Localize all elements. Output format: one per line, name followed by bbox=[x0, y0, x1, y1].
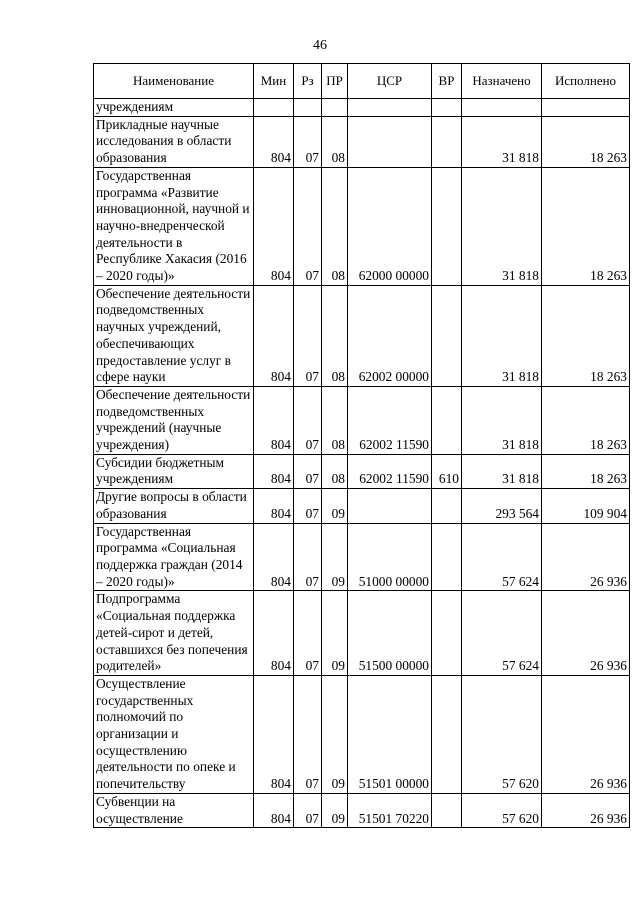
cell-assigned: 31 818 bbox=[462, 386, 542, 454]
table-row bbox=[94, 675, 630, 793]
cell-assigned: 57 620 bbox=[462, 675, 542, 793]
cell-pr: 09 bbox=[322, 591, 348, 676]
column-header-assigned: Назначено bbox=[462, 64, 542, 99]
cell-pr: 09 bbox=[322, 675, 348, 793]
cell-name: Государственная программа «Социальная поддержка граждан (2014 – 2020 годы)» bbox=[94, 523, 254, 591]
cell-executed: 18 263 bbox=[542, 454, 630, 488]
table-row bbox=[94, 167, 630, 285]
cell-pr: 09 bbox=[322, 793, 348, 827]
cell-name: Другие вопросы в области образования bbox=[94, 489, 254, 523]
table-row bbox=[94, 523, 630, 591]
budget-table bbox=[93, 63, 630, 828]
column-header-csr: ЦСР bbox=[348, 64, 432, 99]
cell-min: 804 bbox=[254, 489, 294, 523]
cell-vr bbox=[432, 99, 462, 117]
column-header-rz: Рз bbox=[294, 64, 322, 99]
column-header-name: Наименование bbox=[94, 64, 254, 99]
cell-min: 804 bbox=[254, 285, 294, 386]
cell-assigned: 31 818 bbox=[462, 167, 542, 285]
cell-pr bbox=[322, 99, 348, 117]
cell-name: Подпрограмма «Социальная поддержка детей-сирот и детей, оставшихся без попечения родителей» bbox=[94, 591, 254, 676]
cell-min: 804 bbox=[254, 591, 294, 676]
cell-min: 804 bbox=[254, 793, 294, 827]
cell-rz: 07 bbox=[294, 285, 322, 386]
cell-executed: 18 263 bbox=[542, 386, 630, 454]
cell-pr: 09 bbox=[322, 523, 348, 591]
cell-rz: 07 bbox=[294, 167, 322, 285]
column-header-pr: ПР bbox=[322, 64, 348, 99]
cell-pr: 08 bbox=[322, 454, 348, 488]
cell-vr bbox=[432, 675, 462, 793]
cell-executed: 26 936 bbox=[542, 591, 630, 676]
cell-vr bbox=[432, 116, 462, 167]
cell-min: 804 bbox=[254, 386, 294, 454]
table-row bbox=[94, 386, 630, 454]
cell-name: Обеспечение деятельности подведомственных научных учреждений, обеспечивающих предоставление услуг в сфере науки bbox=[94, 285, 254, 386]
cell-assigned: 31 818 bbox=[462, 116, 542, 167]
cell-assigned: 31 818 bbox=[462, 285, 542, 386]
cell-csr: 51501 70220 bbox=[348, 793, 432, 827]
table-header-row bbox=[94, 64, 630, 99]
cell-csr: 62000 00000 bbox=[348, 167, 432, 285]
table-row bbox=[94, 591, 630, 676]
cell-csr: 51501 00000 bbox=[348, 675, 432, 793]
cell-csr: 51000 00000 bbox=[348, 523, 432, 591]
table-row bbox=[94, 285, 630, 386]
cell-rz: 07 bbox=[294, 116, 322, 167]
cell-name: Прикладные научные исследования в области образования bbox=[94, 116, 254, 167]
cell-assigned: 57 624 bbox=[462, 523, 542, 591]
cell-vr bbox=[432, 523, 462, 591]
cell-pr: 08 bbox=[322, 285, 348, 386]
table-row bbox=[94, 793, 630, 827]
cell-csr: 51500 00000 bbox=[348, 591, 432, 676]
cell-executed bbox=[542, 99, 630, 117]
cell-rz bbox=[294, 99, 322, 117]
cell-min: 804 bbox=[254, 454, 294, 488]
cell-vr bbox=[432, 591, 462, 676]
cell-executed: 26 936 bbox=[542, 523, 630, 591]
cell-min: 804 bbox=[254, 523, 294, 591]
cell-csr: 62002 11590 bbox=[348, 454, 432, 488]
page-number: 46 bbox=[313, 38, 327, 53]
cell-executed: 18 263 bbox=[542, 167, 630, 285]
cell-assigned: 31 818 bbox=[462, 454, 542, 488]
cell-pr: 08 bbox=[322, 386, 348, 454]
cell-executed: 18 263 bbox=[542, 285, 630, 386]
cell-rz: 07 bbox=[294, 591, 322, 676]
cell-csr: 62002 11590 bbox=[348, 386, 432, 454]
cell-rz: 07 bbox=[294, 793, 322, 827]
cell-vr bbox=[432, 793, 462, 827]
cell-pr: 08 bbox=[322, 116, 348, 167]
table-row bbox=[94, 116, 630, 167]
column-header-vr: ВР bbox=[432, 64, 462, 99]
cell-executed: 109 904 bbox=[542, 489, 630, 523]
cell-vr bbox=[432, 285, 462, 386]
cell-name: Государственная программа «Развитие инновационной, научной и научно-внедренческой деятельности в Республике Хакасия (2016 – 2020 годы)» bbox=[94, 167, 254, 285]
cell-rz: 07 bbox=[294, 454, 322, 488]
cell-vr bbox=[432, 489, 462, 523]
cell-csr bbox=[348, 489, 432, 523]
cell-name: Осуществление государственных полномочий по организации и осуществлению деятельности по опеке и попечительству bbox=[94, 675, 254, 793]
cell-assigned bbox=[462, 99, 542, 117]
cell-vr bbox=[432, 386, 462, 454]
table-row bbox=[94, 99, 630, 117]
cell-vr bbox=[432, 167, 462, 285]
cell-name: Субсидии бюджетным учреждениям bbox=[94, 454, 254, 488]
cell-min: 804 bbox=[254, 167, 294, 285]
cell-pr: 08 bbox=[322, 167, 348, 285]
column-header-min: Мин bbox=[254, 64, 294, 99]
cell-executed: 26 936 bbox=[542, 675, 630, 793]
column-header-executed: Исполнено bbox=[542, 64, 630, 99]
cell-vr: 610 bbox=[432, 454, 462, 488]
cell-rz: 07 bbox=[294, 675, 322, 793]
table-row bbox=[94, 489, 630, 523]
cell-assigned: 57 624 bbox=[462, 591, 542, 676]
cell-name: Обеспечение деятельности подведомственных учреждений (научные учреждения) bbox=[94, 386, 254, 454]
cell-min bbox=[254, 99, 294, 117]
cell-rz: 07 bbox=[294, 489, 322, 523]
cell-min: 804 bbox=[254, 675, 294, 793]
cell-name: учреждениям bbox=[94, 99, 254, 117]
cell-csr bbox=[348, 99, 432, 117]
table-row bbox=[94, 454, 630, 488]
cell-csr bbox=[348, 116, 432, 167]
cell-assigned: 57 620 bbox=[462, 793, 542, 827]
cell-min: 804 bbox=[254, 116, 294, 167]
cell-csr: 62002 00000 bbox=[348, 285, 432, 386]
cell-executed: 18 263 bbox=[542, 116, 630, 167]
cell-assigned: 293 564 bbox=[462, 489, 542, 523]
cell-name: Субвенции на осуществление bbox=[94, 793, 254, 827]
cell-rz: 07 bbox=[294, 523, 322, 591]
cell-rz: 07 bbox=[294, 386, 322, 454]
cell-pr: 09 bbox=[322, 489, 348, 523]
cell-executed: 26 936 bbox=[542, 793, 630, 827]
